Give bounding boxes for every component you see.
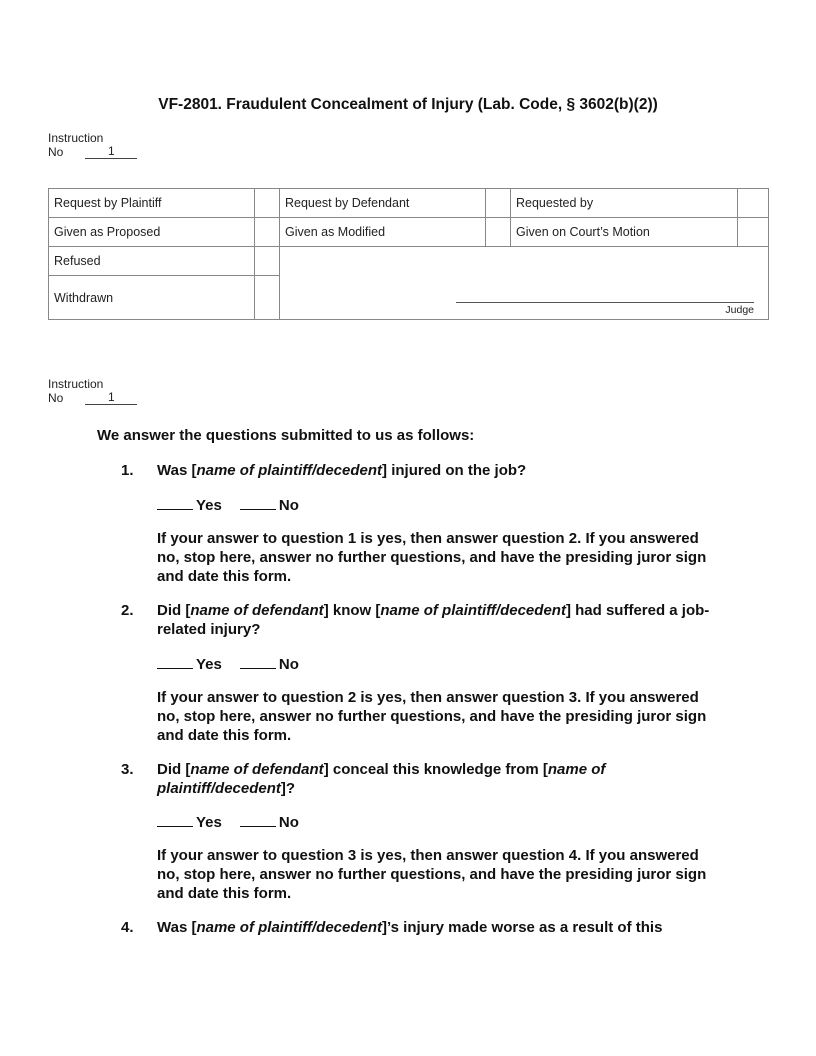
yes-no-answer (157, 654, 299, 674)
question-text: Was [name of plaintiff/decedent] injured on the job? (157, 462, 527, 479)
no-label: No (278, 497, 299, 514)
yes-blank[interactable] (157, 495, 193, 510)
no-blank[interactable] (240, 812, 276, 827)
refused-checkbox[interactable] (255, 247, 280, 276)
yes-no-answer (157, 495, 299, 515)
request-by-defendant-checkbox[interactable] (486, 189, 511, 218)
instruction-no-label: No (48, 145, 64, 159)
yes-no-answer (157, 812, 299, 832)
instruction-number-field[interactable]: 1 (85, 391, 137, 405)
question-number: 4. (121, 919, 134, 936)
request-by-plaintiff-checkbox[interactable] (255, 189, 280, 218)
given-on-courts-motion-checkbox[interactable] (738, 218, 769, 247)
judge-signature-area (280, 247, 769, 320)
judge-signature-line[interactable] (456, 302, 754, 303)
yes-blank[interactable] (157, 812, 193, 827)
question-text: Did [name of defendant] know [name of plaintiff/decedent] had suffered a job-related injury? (157, 602, 710, 638)
withdrawn-checkbox[interactable] (255, 276, 280, 320)
withdrawn-label: Withdrawn (49, 276, 255, 320)
question-instruction: If your answer to question 1 is yes, then answer question 2. If you answered no, stop here, answer no further questions, and have the presiding juror sign and date this form. (157, 530, 707, 585)
no-blank[interactable] (240, 495, 276, 510)
no-blank[interactable] (240, 654, 276, 669)
instruction-label: Instruction (48, 131, 104, 145)
yes-label: Yes (196, 656, 222, 673)
given-as-proposed-label: Given as Proposed (49, 218, 255, 247)
instruction-number-field[interactable]: 1 (85, 145, 137, 159)
question-instruction: If your answer to question 3 is yes, then answer question 4. If you answered no, stop here, answer no further questions, and have the presiding juror sign and date this form. (157, 847, 707, 902)
yes-blank[interactable] (157, 654, 193, 669)
yes-label: Yes (196, 814, 222, 831)
document-title: VF-2801. Fraudulent Concealment of Injury (Lab. Code, § 3602(b)(2)) (158, 96, 658, 113)
question-number: 1. (121, 462, 134, 479)
instruction-no-label: No (48, 391, 64, 405)
given-on-courts-motion-label: Given on Court’s Motion (511, 218, 738, 247)
yes-label: Yes (196, 497, 222, 514)
given-as-modified-label: Given as Modified (280, 218, 486, 247)
instruction-number-block-top (48, 131, 137, 159)
judge-label: Judge (725, 304, 754, 316)
instruction-label: Instruction (48, 377, 104, 391)
request-by-plaintiff-label: Request by Plaintiff (49, 189, 255, 218)
question-text: Did [name of defendant] conceal this knowledge from [name of plaintiff/decedent]? (157, 761, 606, 797)
requested-by-label: Requested by (511, 189, 738, 218)
request-status-table (48, 188, 769, 320)
form-intro: We answer the questions submitted to us as follows: (97, 427, 475, 444)
instruction-number-block-bottom (48, 377, 137, 405)
question-number: 3. (121, 761, 134, 778)
question-text: Was [name of plaintiff/decedent]’s injury made worse as a result of this (157, 919, 663, 936)
given-as-proposed-checkbox[interactable] (255, 218, 280, 247)
question-instruction: If your answer to question 2 is yes, then answer question 3. If you answered no, stop here, answer no further questions, and have the presiding juror sign and date this form. (157, 689, 707, 744)
request-by-defendant-label: Request by Defendant (280, 189, 486, 218)
no-label: No (278, 814, 299, 831)
no-label: No (278, 656, 299, 673)
requested-by-checkbox[interactable] (738, 189, 769, 218)
given-as-modified-checkbox[interactable] (486, 218, 511, 247)
refused-label: Refused (49, 247, 255, 276)
question-number: 2. (121, 602, 134, 619)
